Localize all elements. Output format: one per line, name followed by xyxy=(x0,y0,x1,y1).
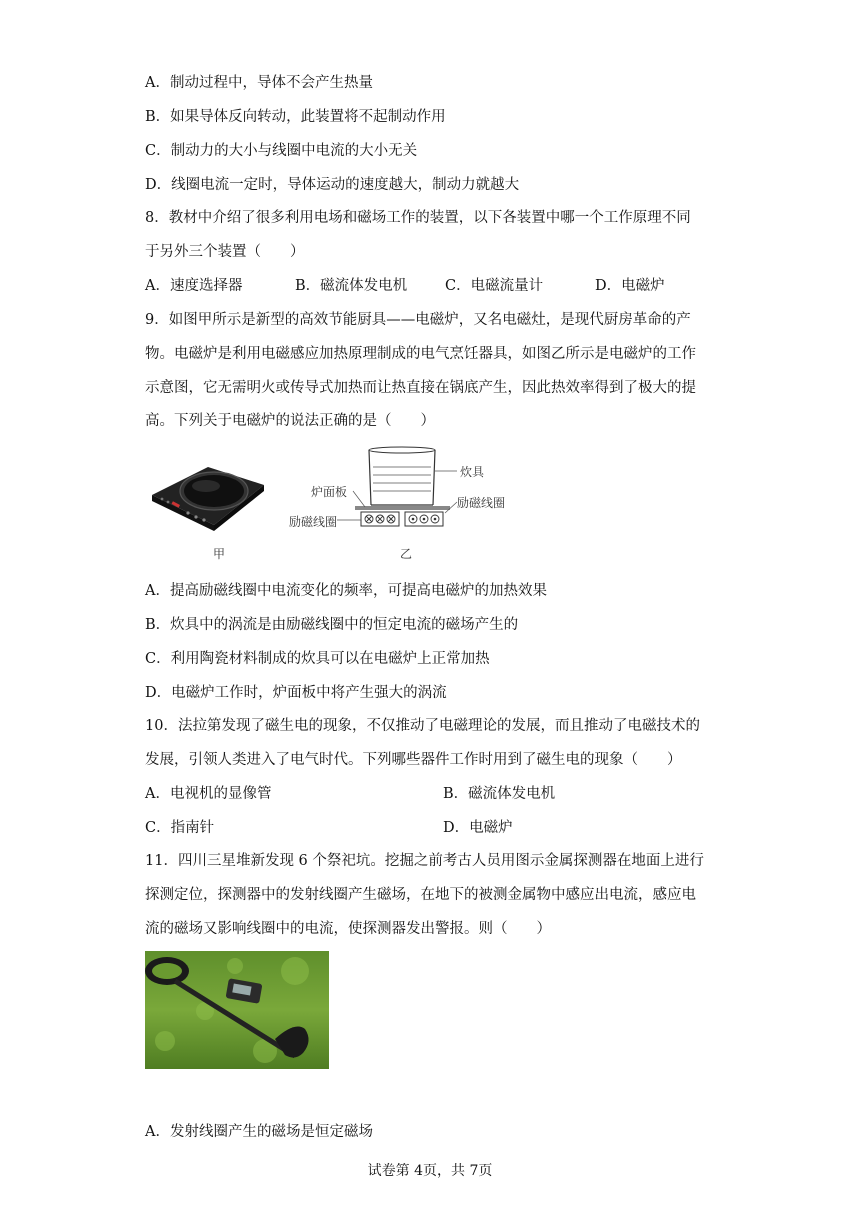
q11-stem-line-3: 流的磁场又影响线圈中的电流，使探测器发出警报。则（ ） xyxy=(145,921,551,937)
figure-jia-caption: 甲 xyxy=(213,547,226,561)
q7-option-c: C．制动力的大小与线圈中电流的大小无关 xyxy=(145,143,418,159)
q8-stem-line-1: 8．教材中介绍了很多利用电场和磁场工作的装置，以下各装置中哪一个工作原理不同 xyxy=(145,210,691,226)
q7-option-d: D．线圈电流一定时，导体运动的速度越大，制动力就越大 xyxy=(145,177,520,193)
q8-option-d: D．电磁炉 xyxy=(595,278,665,294)
q9-stem-line-1: 9．如图甲所示是新型的高效节能厨具——电磁炉，又名电磁灶，是现代厨房革命的产 xyxy=(145,312,691,328)
q10-stem-line-2: 发展，引领人类进入了电气时代。下列哪些器件工作时用到了磁生电的现象（ ） xyxy=(145,752,682,768)
q10-option-b: B．磁流体发电机 xyxy=(443,786,556,802)
induction-cooker-image xyxy=(148,455,266,533)
q11-option-a: A．发射线圈产生的磁场是恒定磁场 xyxy=(145,1124,373,1140)
figure-yi-caption: 乙 xyxy=(400,547,413,561)
label-coil-left: 励磁线圈 xyxy=(289,515,338,529)
q8-stem-line-2: 于另外三个装置（ ） xyxy=(145,244,305,260)
label-coil-right: 励磁线圈 xyxy=(457,496,506,510)
metal-detector-image xyxy=(145,951,329,1069)
label-panel: 炉面板 xyxy=(311,485,348,499)
q9-option-a: A．提高励磁线圈中电流变化的频率，可提高电磁炉的加热效果 xyxy=(145,583,547,599)
q9-stem-line-4: 高。下列关于电磁炉的说法正确的是（ ） xyxy=(145,413,435,429)
q7-option-a: A．制动过程中，导体不会产生热量 xyxy=(145,75,373,91)
q10-option-a: A．电视机的显像管 xyxy=(145,786,272,802)
label-cookware: 炊具 xyxy=(460,465,485,479)
q11-stem-line-2: 探测定位，探测器中的发射线圈产生磁场，在地下的被测金属物中感应出电流，感应电 xyxy=(145,887,696,903)
q9-option-c: C．利用陶瓷材料制成的炊具可以在电磁炉上正常加热 xyxy=(145,651,490,667)
q11-stem-line-1: 11．四川三星堆新发现 6 个祭祀坑。挖掘之前考古人员用图示金属探测器在地面上进行 xyxy=(145,853,704,869)
q10-stem-line-1: 10．法拉第发现了磁生电的现象，不仅推动了电磁理论的发展，而且推动了电磁技术的 xyxy=(145,718,700,734)
q9-option-d: D．电磁炉工作时，炉面板中将产生强大的涡流 xyxy=(145,685,447,701)
q8-option-b: B．磁流体发电机 xyxy=(295,278,408,294)
q9-option-b: B．炊具中的涡流是由励磁线圈中的恒定电流的磁场产生的 xyxy=(145,617,519,633)
q8-option-a: A．速度选择器 xyxy=(145,278,243,294)
q7-option-b: B．如果导体反向转动，此装置将不起制动作用 xyxy=(145,109,446,125)
q10-option-d: D．电磁炉 xyxy=(443,820,513,836)
q9-stem-line-3: 示意图，它无需明火或传导式加热而让热直接在锅底产生，因此热效率得到了极大的提 xyxy=(145,380,696,396)
page-footer: 试卷第 4页，共 7页 xyxy=(367,1163,493,1179)
q10-option-c: C．指南针 xyxy=(145,820,215,836)
q9-stem-line-2: 物。电磁炉是利用电磁感应加热原理制成的电气烹饪器具，如图乙所示是电磁炉的工作 xyxy=(145,346,696,362)
q8-option-c: C．电磁流量计 xyxy=(445,278,544,294)
